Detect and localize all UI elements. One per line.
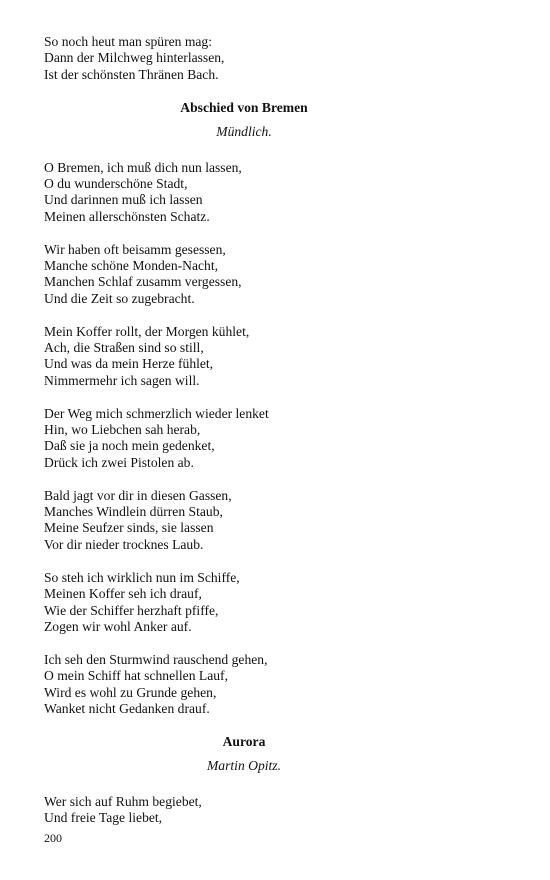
verse-line: Und darinnen muß ich lassen	[44, 192, 203, 208]
stanza	[44, 160, 514, 226]
verse-line: Daß sie ja noch mein gedenket,	[44, 438, 215, 454]
poem-author: Mündlich.	[216, 123, 272, 139]
verse-line: Meine Seufzer sinds, sie lassen	[44, 520, 214, 536]
poem-author: Martin Opitz.	[206, 757, 281, 773]
verse-line: Wird es wohl zu Grunde gehen,	[44, 684, 217, 700]
verse-line: Ich seh den Sturmwind rauschend gehen,	[44, 651, 268, 667]
poem-heading-abschied	[44, 100, 514, 140]
poem-title: Aurora	[222, 733, 266, 749]
verse-line: Hin, wo Liebchen sah herab,	[44, 422, 201, 438]
verse-line: Wir haben oft beisamm gesessen,	[44, 241, 226, 257]
poem-page	[44, 34, 514, 827]
verse-line: Wie der Schiffer herzhaft pfiffe,	[44, 602, 219, 618]
verse-line: Und freie Tage liebet,	[44, 810, 163, 826]
verse-line: Und was da mein Herze fühlet,	[44, 356, 214, 372]
stanza	[44, 488, 514, 554]
poem-heading-aurora	[44, 734, 514, 774]
stanza	[44, 652, 514, 718]
verse-line: So steh ich wirklich nun im Schiffe,	[44, 569, 240, 585]
verse-line: O du wunderschöne Stadt,	[44, 176, 188, 192]
verse-line: So noch heut man spüren mag:	[44, 34, 213, 49]
verse-line: Dann der Milchweg hinterlassen,	[44, 50, 225, 66]
verse-line: Ach, die Straßen sind so still,	[44, 340, 204, 356]
stanza	[44, 324, 514, 390]
verse-line: Nimmermehr ich sagen will.	[44, 372, 200, 388]
verse-line: Manche schöne Monden-Nacht,	[44, 258, 219, 274]
verse-line: Vor dir nieder trocknes Laub.	[44, 536, 204, 552]
verse-line: Der Weg mich schmerzlich wieder lenket	[44, 405, 269, 421]
stanza	[44, 570, 514, 636]
verse-line: Mein Koffer rollt, der Morgen kühlet,	[44, 323, 250, 339]
verse-line: O mein Schiff hat schnellen Lauf,	[44, 668, 228, 684]
verse-line: Meinen allerschönsten Schatz.	[44, 208, 210, 224]
page-number: 200	[44, 831, 62, 845]
verse-line: Drück ich zwei Pistolen ab.	[44, 454, 194, 470]
stanza	[44, 242, 514, 308]
verse-line: Ist der schönsten Thränen Bach.	[44, 66, 219, 82]
poem-title: Abschied von Bremen	[180, 99, 308, 115]
verse-line: Zogen wir wohl Anker auf.	[44, 618, 192, 634]
stanza	[44, 794, 514, 827]
stanza	[44, 406, 514, 472]
verse-line: Wer sich auf Ruhm begiebet,	[44, 793, 202, 809]
verse-line: Meinen Koffer seh ich drauf,	[44, 586, 202, 602]
verse-line: Manches Windlein dürren Staub,	[44, 504, 223, 520]
fragment-stanza	[44, 34, 514, 83]
verse-line: Bald jagt vor dir in diesen Gassen,	[44, 487, 232, 503]
verse-line: O Bremen, ich muß dich nun lassen,	[44, 159, 242, 175]
verse-line: Und die Zeit so zugebracht.	[44, 290, 195, 306]
verse-line: Manchen Schlaf zusamm vergessen,	[44, 274, 242, 290]
verse-line: Wanket nicht Gedanken drauf.	[44, 700, 210, 716]
